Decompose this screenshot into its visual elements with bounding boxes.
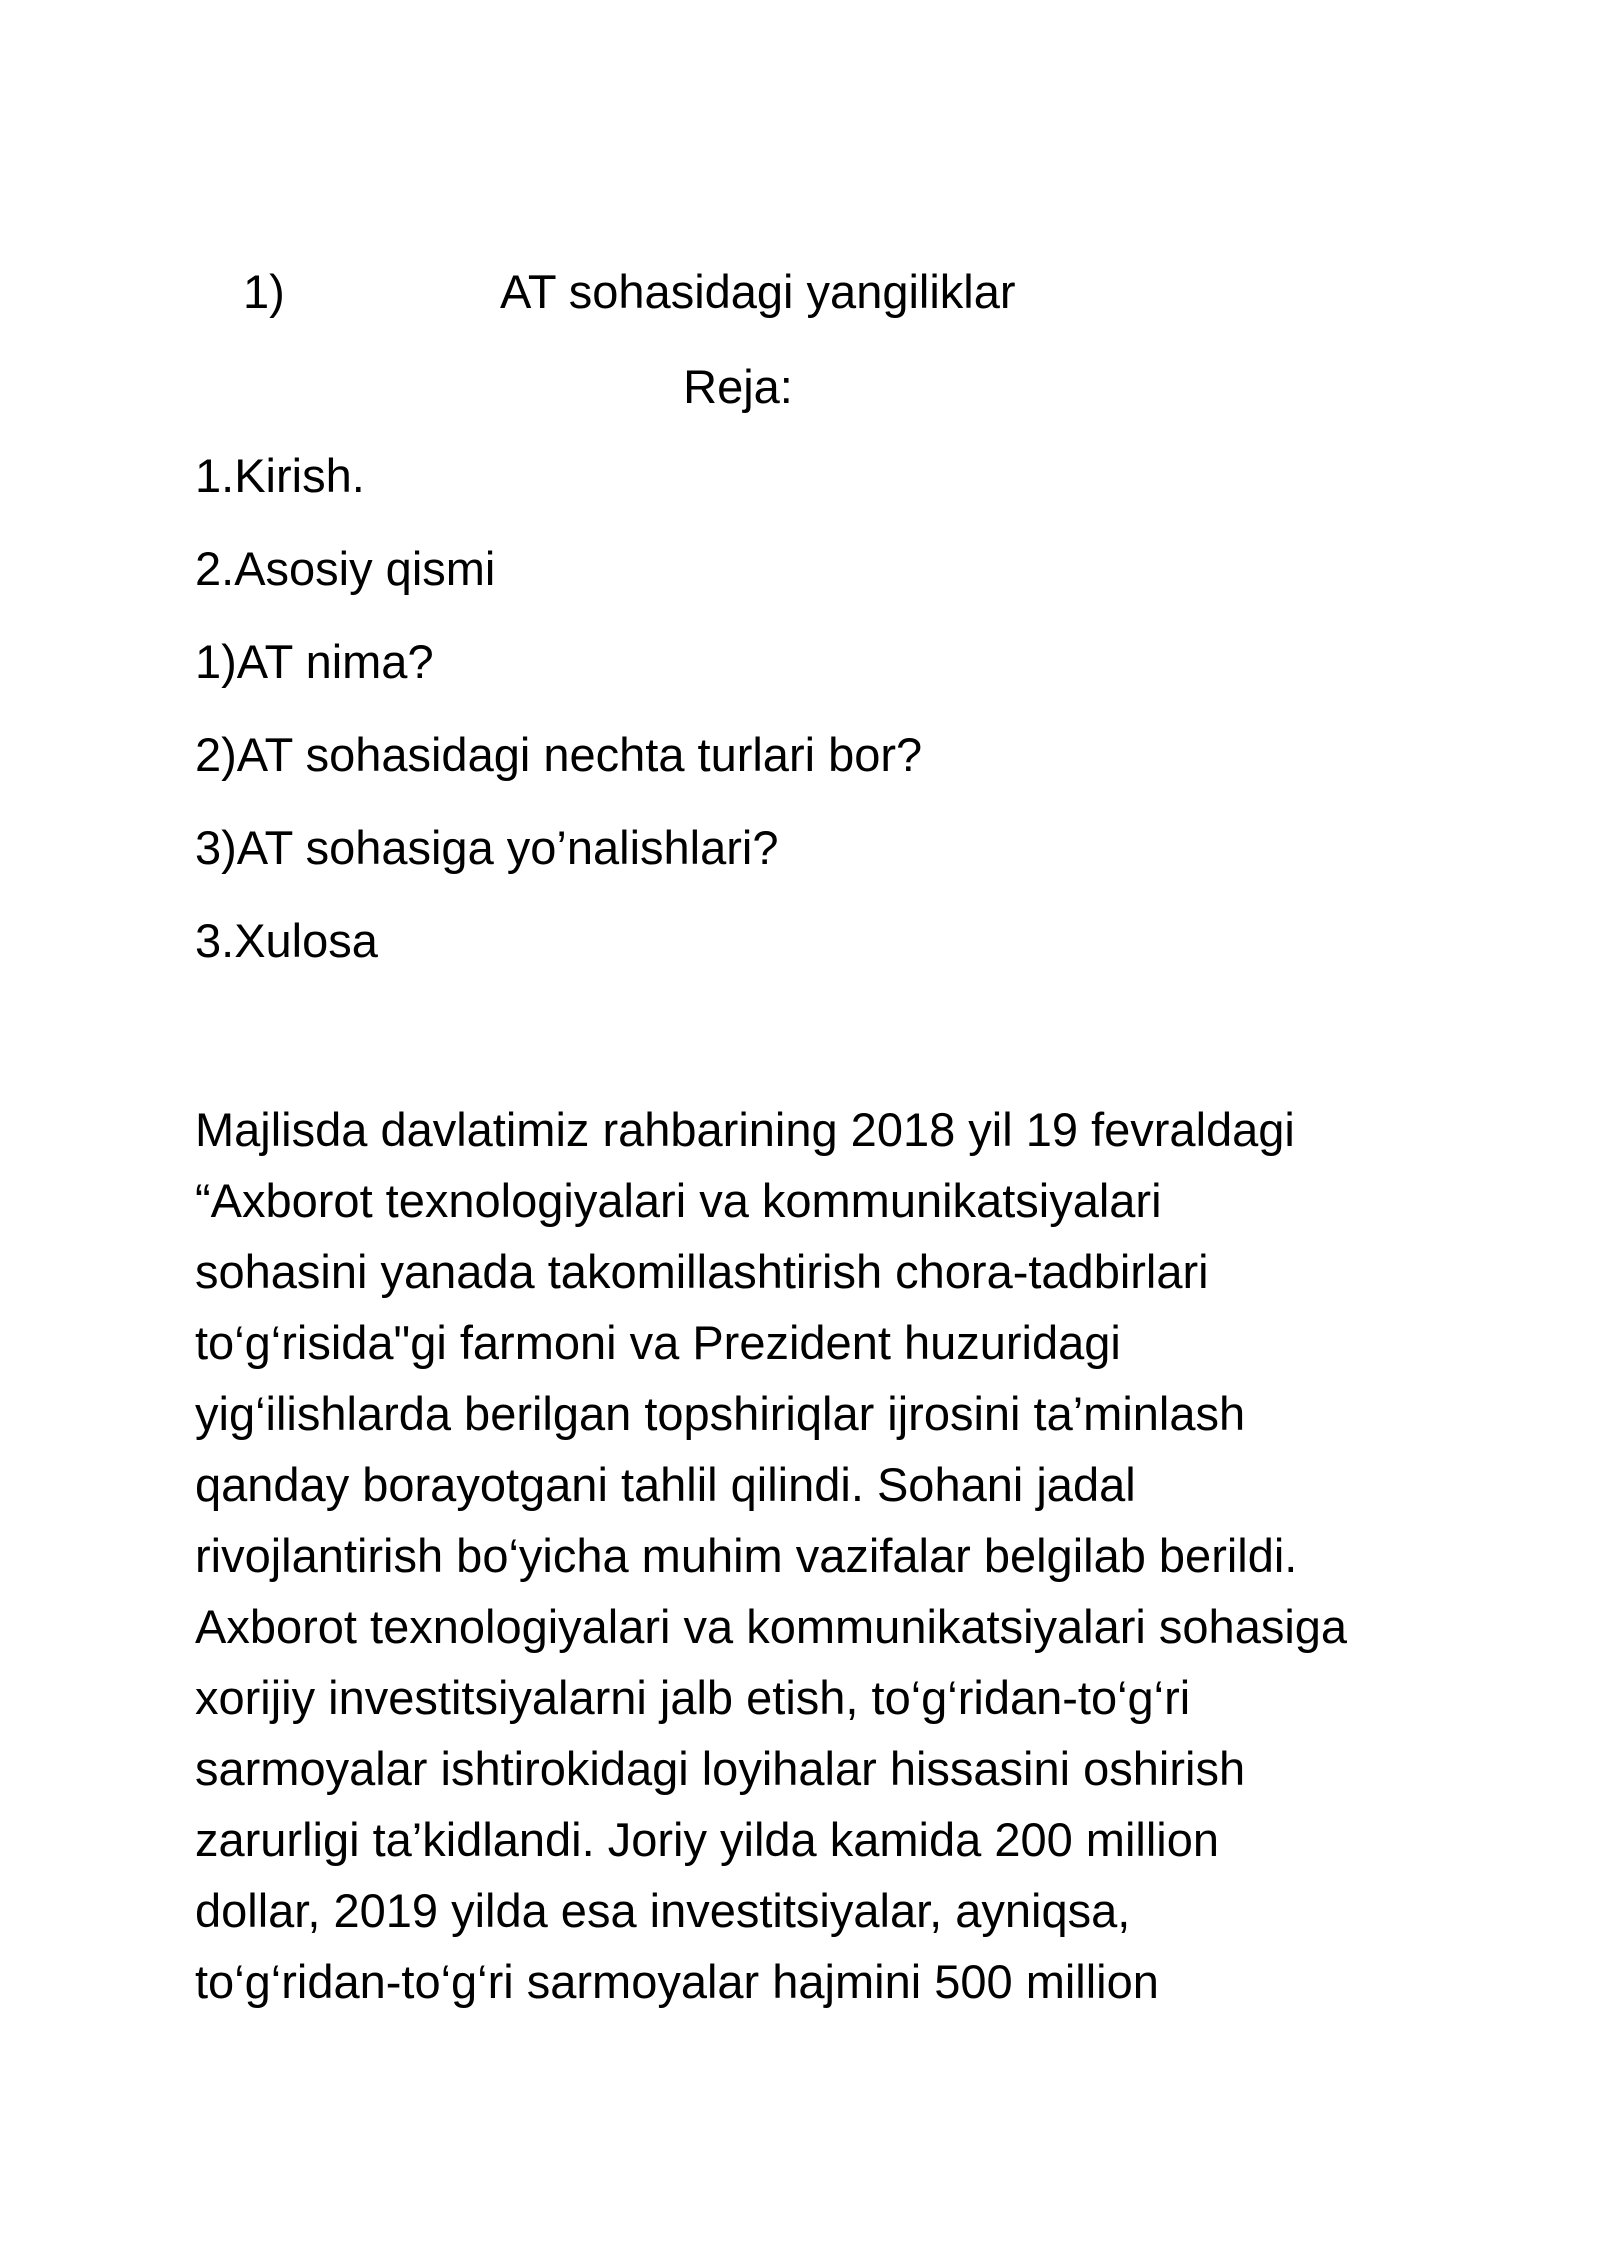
body-line: sarmoyalar ishtirokidagi loyihalar hissasini oshirish — [195, 1742, 1246, 1795]
plan-item-what-is-it: 1)AT nima? — [195, 635, 434, 688]
plan-item-main-part: 2.Asosiy qismi — [195, 542, 496, 595]
plan-item-directions: 3)AT sohasiga yo’nalishlari? — [195, 821, 779, 874]
document-heading — [0, 262, 1600, 322]
body-line: yig‘ilishlarda berilgan topshiriqlar ijrosini ta’minlash — [195, 1387, 1246, 1440]
body-line: xorijiy investitsiyalarni jalb etish, to‘g‘ridan-to‘g‘ri — [195, 1671, 1191, 1724]
plan-item-conclusion: 3.Xulosa — [195, 914, 378, 967]
body-line: “Axborot texnologiyalari va kommunikatsiyalari — [195, 1174, 1162, 1227]
body-line: to‘g‘ridan-to‘g‘ri sarmoyalar hajmini 500 million — [195, 1955, 1159, 2008]
plan-list — [195, 446, 922, 1004]
body-line: qanday borayotgani tahlil qilindi. Sohani jadal — [195, 1458, 1136, 1511]
body-line: to‘g‘risida"gi farmoni va Prezident huzuridagi — [195, 1316, 1121, 1369]
body-line: Axborot texnologiyalari va kommunikatsiyalari sohasiga — [195, 1600, 1348, 1653]
heading-title: AT sohasidagi yangiliklar — [500, 265, 1016, 318]
body-line: rivojlantirish bo‘yicha muhim vazifalar belgilab berildi. — [195, 1529, 1298, 1582]
body-line: dollar, 2019 yilda esa investitsiyalar, ayniqsa, — [195, 1884, 1131, 1937]
body-line: sohasini yanada takomillashtirish chora-tadbirlari — [195, 1245, 1209, 1298]
body-line: zarurligi ta’kidlandi. Joriy yilda kamida 200 million — [195, 1813, 1219, 1866]
heading-number: 1) — [243, 265, 285, 318]
plan-item-introduction: 1.Kirish. — [195, 449, 365, 502]
plan-title: Reja: — [683, 360, 793, 413]
body-line: Majlisda davlatimiz rahbarining 2018 yil 19 fevraldagi — [195, 1103, 1295, 1156]
body-paragraph — [195, 1094, 1445, 2017]
plan-item-types: 2)AT sohasidagi nechta turlari bor? — [195, 728, 923, 781]
